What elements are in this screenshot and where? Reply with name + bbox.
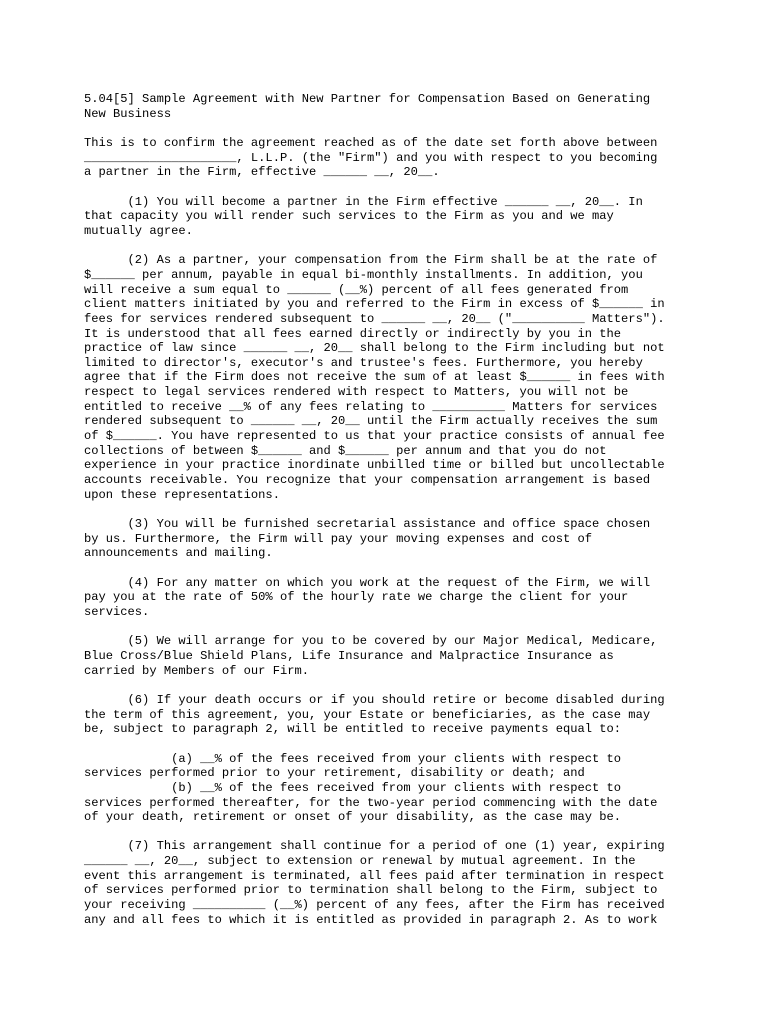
text-line: be, subject to paragraph 2, will be entitled to receive payments equal to: (84, 722, 622, 737)
text-line: fees for services rendered subsequent to ______ __, 20__ ("__________ Matters"). (84, 311, 665, 326)
document-title (84, 92, 704, 121)
text-line: rendered subsequent to ______ __, 20__ until the Firm actually receives the sum (84, 414, 658, 429)
text-line: (b) __% of the fees received from your clients with respect to (84, 780, 622, 795)
text-line: your receiving __________ (__%) percent of any fees, after the Firm has received (84, 898, 665, 913)
text-line: (a) __% of the fees received from your clients with respect to (84, 751, 622, 766)
text-line: ______ __, 20__, subject to extension or renewal by mutual agreement. In the (84, 854, 636, 869)
paragraph-5 (84, 634, 704, 678)
title-line: 5.04[5] Sample Agreement with New Partner for Compensation Based on Generating (84, 92, 651, 106)
paragraph-3 (84, 517, 704, 561)
paragraph-2 (84, 253, 704, 502)
text-line: that capacity you will render such services to the Firm as you and we may (84, 209, 614, 224)
text-line: (6) If your death occurs or if you should retire or become disabled during (84, 692, 665, 707)
text-line: entitled to receive __% of any fees relating to __________ Matters for services (84, 399, 658, 414)
text-line: It is understood that all fees earned directly or indirectly by you in the (84, 326, 622, 341)
text-line: (7) This arrangement shall continue for a period of one (1) year, expiring (84, 839, 665, 854)
text-line: client matters initiated by you and referred to the Firm in excess of $______ in (84, 297, 665, 312)
text-line: experience in your practice inordinate unbilled time or billed but uncollectable (84, 458, 665, 473)
text-line: $______ per annum, payable in equal bi-monthly installments. In addition, you (84, 267, 643, 282)
paragraph-6 (84, 693, 704, 737)
text-line: announcements and mailing. (84, 546, 273, 561)
text-line: mutually agree. (84, 223, 193, 238)
text-line: (5) We will arrange for you to be covered by our Major Medical, Medicare, (84, 634, 658, 649)
document-page (84, 92, 704, 942)
text-line: limited to director's, executor's and trustee's fees. Furthermore, you hereby (84, 355, 643, 370)
text-line: of your death, retirement or onset of your disability, as the case may be. (84, 810, 622, 825)
text-line: collections of between $______ and $______ per annum and that you do not (84, 443, 607, 458)
text-line: upon these representations. (84, 487, 280, 502)
title-line: New Business (84, 106, 172, 121)
text-line: will receive a sum equal to ______ (__%) percent of all fees generated from (84, 282, 629, 297)
intro-paragraph (84, 136, 704, 180)
text-line: services. (84, 604, 150, 619)
text-line: any and all fees to which it is entitled as provided in paragraph 2. As to work (84, 912, 658, 927)
text-line: carried by Members of our Firm. (84, 663, 309, 678)
text-line: of $______. You have represented to us that your practice consists of annual fee (84, 429, 665, 444)
text-line: services performed prior to your retirement, disability or death; and (84, 766, 585, 781)
text-line: _____________________, L.L.P. (the "Firm") and you with respect to you becoming (84, 150, 658, 165)
text-line: a partner in the Firm, effective ______ __, 20__. (84, 165, 440, 180)
text-line: pay you at the rate of 50% of the hourly rate we charge the client for your (84, 590, 629, 605)
text-line: respect to legal services rendered with respect to Matters, you will not be (84, 385, 629, 400)
paragraph-4 (84, 576, 704, 620)
text-line: This is to confirm the agreement reached as of the date set forth above between (84, 135, 658, 150)
text-line: event this arrangement is terminated, all fees paid after termination in respect (84, 868, 665, 883)
text-line: agree that if the Firm does not receive the sum of at least $______ in fees with (84, 370, 665, 385)
text-line: Blue Cross/Blue Shield Plans, Life Insurance and Malpractice Insurance as (84, 648, 614, 663)
paragraph-1 (84, 195, 704, 239)
text-line: practice of law since ______ __, 20__ shall belong to the Firm including but not (84, 341, 665, 356)
text-line: (3) You will be furnished secretarial assistance and office space chosen (84, 517, 651, 532)
text-line: (4) For any matter on which you work at the request of the Firm, we will (84, 575, 651, 590)
text-line: by us. Furthermore, the Firm will pay your moving expenses and cost of (84, 531, 593, 546)
text-line: (1) You will become a partner in the Firm effective ______ __, 20__. In (84, 194, 643, 209)
text-line: (2) As a partner, your compensation from the Firm shall be at the rate of (84, 253, 658, 268)
paragraph-7 (84, 839, 704, 927)
text-line: the term of this agreement, you, your Estate or beneficiaries, as the case may (84, 707, 651, 722)
text-line: accounts receivable. You recognize that your compensation arrangement is based (84, 473, 651, 488)
text-line: of services performed prior to termination shall belong to the Firm, subject to (84, 883, 658, 898)
text-line: services performed thereafter, for the two-year period commencing with the date (84, 795, 658, 810)
paragraph-6-subitems (84, 752, 704, 825)
